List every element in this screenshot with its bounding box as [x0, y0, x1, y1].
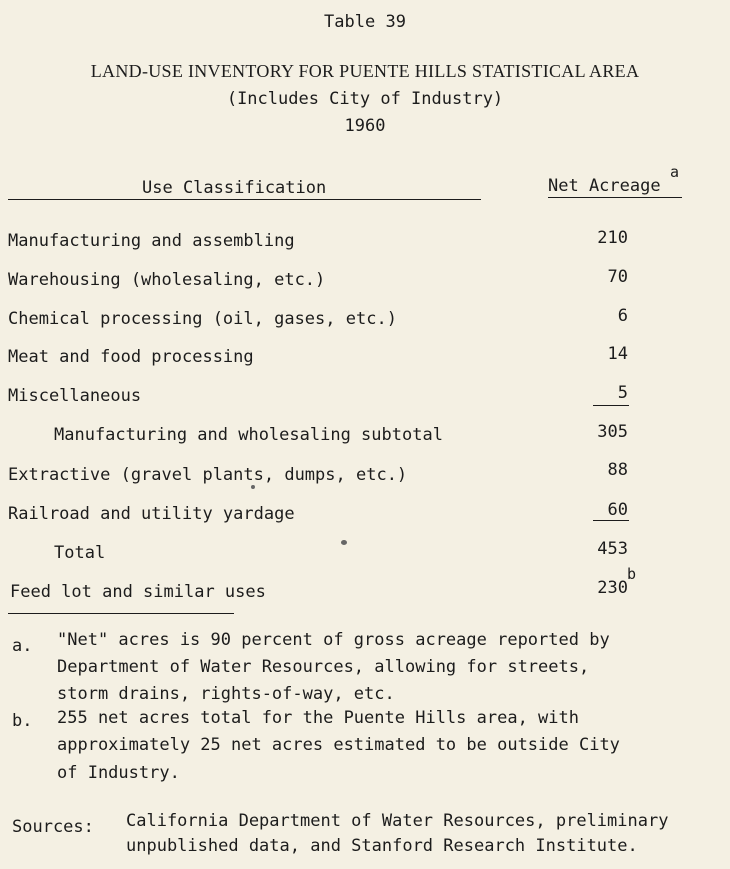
- row-value: 230: [597, 578, 628, 598]
- footnote-a-marker: a.: [12, 636, 33, 656]
- column-header-acreage-rule: [548, 197, 682, 198]
- row-label: Meat and food processing: [8, 347, 254, 367]
- footnote-a-line: storm drains, rights-of-way, etc.: [57, 684, 395, 704]
- row-label: Extractive (gravel plants, dumps, etc.): [8, 465, 408, 485]
- total-rule: [593, 520, 629, 521]
- ink-speck: [251, 485, 255, 489]
- row-value: 88: [607, 460, 628, 480]
- row-value: 6: [617, 306, 628, 326]
- acreage-footnote-marker: a: [670, 163, 680, 181]
- row-label: Feed lot and similar uses: [10, 582, 266, 602]
- row-label: Miscellaneous: [8, 386, 142, 406]
- footnote-a-line: Department of Water Resources, allowing for streets,: [57, 657, 590, 677]
- footnote-b-marker: b.: [12, 711, 33, 731]
- table-number: Table 39: [324, 12, 406, 32]
- footnote-b-line: of Industry.: [57, 763, 180, 783]
- sources-line: unpublished data, and Stanford Research Institute.: [126, 836, 638, 856]
- row-label: Manufacturing and assembling: [8, 231, 295, 251]
- sources-line: California Department of Water Resources, preliminary: [126, 811, 669, 831]
- row-value: 5: [617, 383, 628, 403]
- row-value-total: 453: [597, 539, 628, 559]
- footnote-b-line: approximately 25 net acres estimated to be outside City: [57, 735, 620, 755]
- footnote-separator: [8, 613, 234, 614]
- row-value: 70: [607, 267, 628, 287]
- row-value-subtotal: 305: [597, 422, 628, 442]
- row-value: 14: [607, 344, 628, 364]
- sources-label: Sources:: [12, 817, 94, 837]
- row-value: 210: [597, 228, 628, 248]
- feedlot-footnote-marker: b: [627, 565, 637, 583]
- table-year: 1960: [344, 116, 386, 136]
- subtotal-rule: [593, 405, 629, 406]
- table-subtitle: (Includes City of Industry): [226, 89, 504, 109]
- footnote-b-line: 255 net acres total for the Puente Hills area, with: [57, 708, 579, 728]
- row-label: Chemical processing (oil, gases, etc.): [8, 309, 397, 329]
- column-header-use-rule: [8, 199, 481, 200]
- column-header-use: Use Classification: [142, 178, 327, 198]
- row-label: Warehousing (wholesaling, etc.): [8, 270, 326, 290]
- ink-speck: [341, 540, 347, 545]
- column-header-acreage: Net Acreage: [548, 176, 661, 196]
- table-title: LAND-USE INVENTORY FOR PUENTE HILLS STATISTICAL AREA: [90, 61, 640, 81]
- footnote-a-line: "Net" acres is 90 percent of gross acreage reported by: [57, 630, 610, 650]
- row-label-total: Total: [54, 543, 106, 563]
- row-value: 60: [607, 500, 628, 520]
- row-label: Railroad and utility yardage: [8, 504, 295, 524]
- row-label-subtotal: Manufacturing and wholesaling subtotal: [54, 425, 443, 445]
